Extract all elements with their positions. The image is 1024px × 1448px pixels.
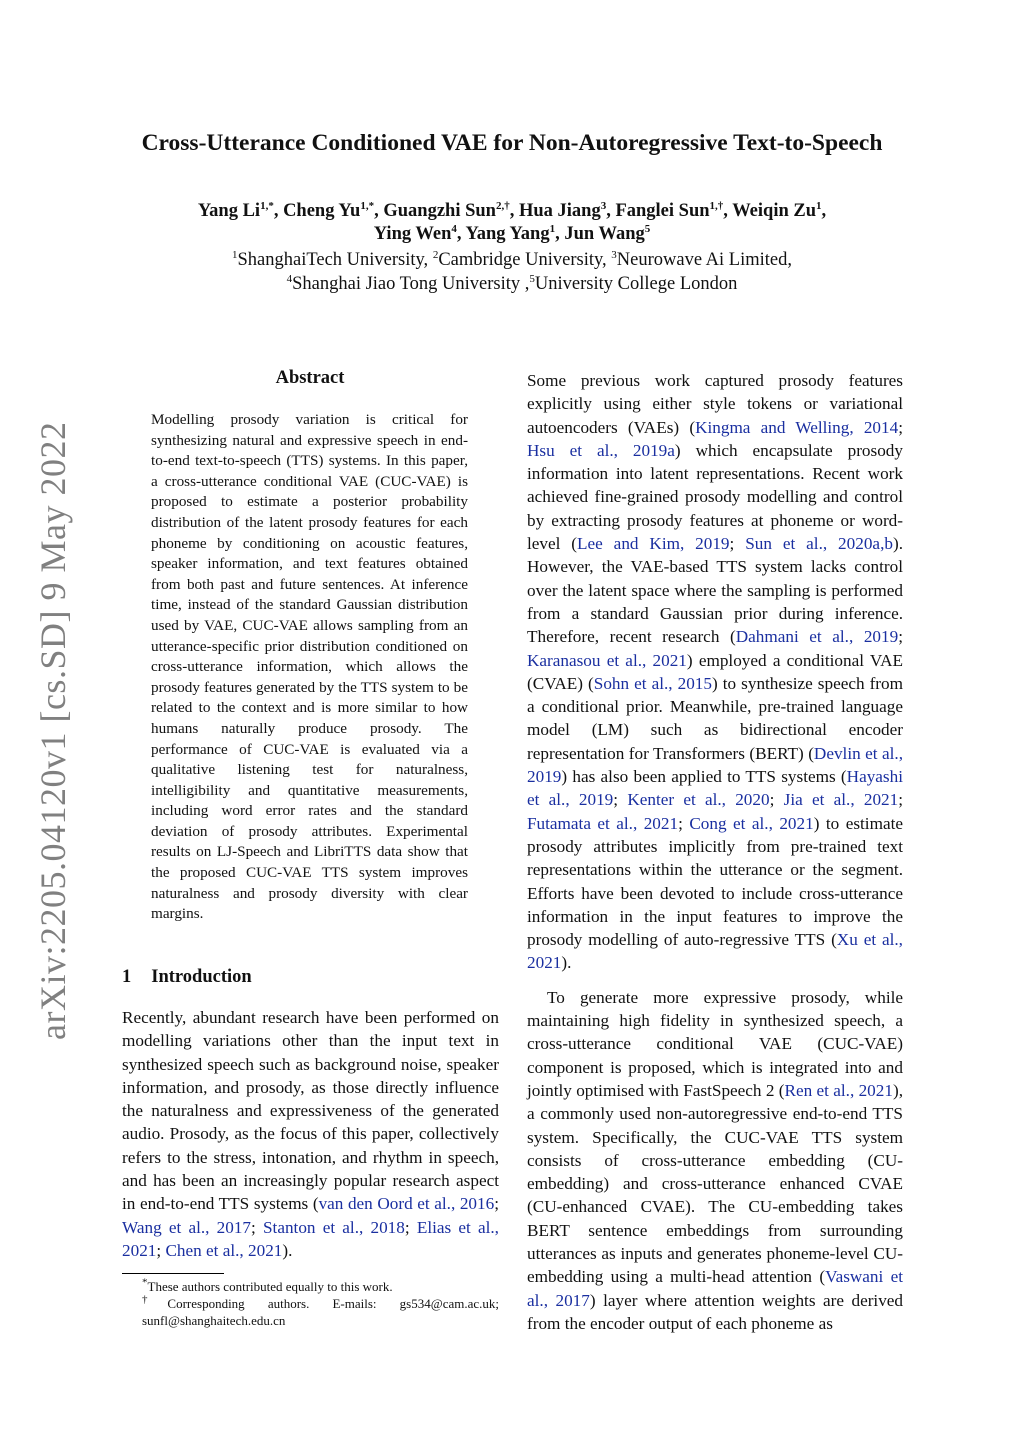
affiliation-marker: 3 [600,199,607,212]
citation-link[interactable]: Stanton et al., 2018 [262,1217,405,1237]
affiliation-name: Shanghai Jiao Tong University , [292,274,530,294]
citation-link[interactable]: Ren et al., 2021 [784,1080,893,1100]
author-line-1: Yang $Li^{1,*}$, Cheng $Yu^{1,*}$, Guangzhi Sun$^{2,\dagger}$, Hua Jiang$^3$, Fanglei Sun$^{1,\dagger}$, Weiqin Zu$^1$, [197,199,827,221]
arxiv-stamp: arXiv:2205.04120v1 [cs.SD] 9 May 2022 [33,421,73,1040]
affiliation-line-1 [0,248,1024,272]
citation-link[interactable]: Hsu et al., 2019a [527,440,675,460]
citation-link[interactable]: Lee and Kim, 2019 [577,534,730,554]
author-name: Weiqin Zu [732,201,817,221]
author-name: Jun Wang [564,224,645,244]
abstract-text: Modelling prosody variation is critical for synthesizing natural and expressive speech in end-to-end text-to-speech (TTS) systems. In this paper, a cross-utterance conditional VAE (CUC-VAE) is proposed to estimate a posterior probability distribution of the latent prosody features for each phoneme by conditioning on acoustic features, speaker information, and text features obtained from both past and future sentences. At inference time, instead of the standard Gaussian distribution used by VAE, CUC-VAE allows sampling from an utterance-specific prior distribution conditioned on cross-utterance information, which allows the prosody features generated by the TTS system to be related to the context and is more similar to how humans naturally produce prosody. The performance of CUC-VAE is evaluated via a qualitative listening test for naturalness, intelligibility and quantitative measurements, including word error rates and the standard deviation of prosody attributes. Experimental results on LJ-Speech and LibriTTS data show that the proposed CUC-VAE TTS system improves naturalness and prosody diversity with clear margins. [151,411,468,923]
affiliation-name: ShanghaiTech University, [237,250,433,270]
citation-link[interactable]: Xu et al., 2021 [527,930,903,973]
author-name: Yang Yang [465,224,550,244]
footnote-mark: † [142,1293,168,1306]
abstract-heading: Abstract [275,368,345,388]
introduction-paragraph: Recently, abundant research have been performed on modelling variations other than the input text in synthesized speech such as background noise, speaker information, and prosody, as those directly influence the naturalness and expressiveness of the generated audio. Prosody, as the focus of this paper, collectively refers to the stress, intonation, and rhythm in speech, and has been an increasingly popular research aspect in end-to-end TTS systems (van den Oord et al., 2016; Wang et al., 2017; Stanton et al., 2018; Elias et al., 2021; Chen et al., 2021). [122,1008,499,1260]
citation-link[interactable]: Kingma and Welling, 2014 [695,417,899,437]
citation-link[interactable]: Devlin et al., 2019 [527,743,903,787]
citation-link[interactable]: van den Oord et al., 2016 [318,1194,495,1214]
affiliation-name: Cambridge University, [438,250,612,270]
right-column [527,369,903,1335]
affiliation-marker: 5 [529,272,535,285]
affiliation-marker: 2 [432,248,439,261]
author-name: Hua Jiang [518,201,601,221]
paper-title: Cross-Utterance Conditioned VAE for Non-Autoregressive Text-to-Speech [141,130,883,156]
citation-link[interactable]: Wang et al., 2017 [122,1217,252,1237]
citation-link[interactable]: Futamata et al., 2021 [527,813,679,833]
footnotes [122,1278,499,1329]
affiliation-name: University College London [534,274,738,294]
affiliation-marker: 4 [451,222,457,235]
author-name: Guangzhi Sun [383,201,496,221]
citation-link[interactable]: Elias et al., 2021 [122,1217,499,1260]
citation-link[interactable]: Kenter et al., 2020 [627,790,770,810]
author-list [0,200,1024,246]
section-title: Introduction [151,967,252,987]
citation-link[interactable]: Hayashi et al., 2019 [527,767,903,810]
affiliation-marker: 1,* [260,199,274,212]
affiliation-marker: 1 [232,248,238,261]
footnote-equal-contribution: *These authors contributed equally to this work. [142,1276,393,1294]
citation-link[interactable]: Karanasou et al., 2021 [527,650,687,670]
author-name: Ying Wen [373,224,452,244]
affiliation-line-2 [0,272,1024,296]
right-column-paragraph-2: To generate more expressive prosody, while maintaining high fidelity in synthesized speech, a cross-utterance conditional VAE (CUC-VAE) component is proposed, which is integrated into and jointly optimised with FastSpeech 2 (Ren et al., 2021), a commonly used non-autoregressive end-to-end TTS system. Specifically, the CUC-VAE TTS system consists of cross-utterance embedding (CU-embedding) and cross-utterance enhanced CVAE (CU-enhanced CVAE). The CU-embedding takes BERT sentence embeddings from surrounding utterances as inputs and generates phoneme-level CU-embedding using a multi-head attention (Vaswani et al., 2017) layer where attention weights are derived from the encoder output of each phoneme as [527,987,904,1333]
footnote-corresponding-authors: †Corresponding authors. E-mails: gs534@cam.ac.uk; sunfl@shanghaitech.edu.cn [142,1293,500,1328]
citation-link[interactable]: Vaswani et al., 2017 [527,1267,903,1310]
affiliation-marker: 4 [286,272,293,285]
author-name: Fanglei Sun [615,201,710,221]
author-line-2: Ying Wen$^4$, Yang Yang$^1$, Jun Wang$^5$ [373,222,651,244]
citation-link[interactable]: Cong et al., 2021 [689,813,814,833]
affiliations [0,248,1024,296]
affiliation-marker: 1,† [709,199,724,212]
footnote-mark: * [142,1276,148,1289]
author-name: Cheng Yu [283,201,361,221]
citation-link[interactable]: Dahmani et al., 2019 [735,627,899,647]
section-heading-introduction [122,967,252,988]
right-column-paragraph-1: Some previous work captured prosody features explicitly using either style tokens or variational autoencoders (VAEs) (Kingma and Welling, 2014; Hsu et al., 2019a) which encapsulate prosody information into latent representations. Recent work achieved fine-grained prosody modelling and control by extracting prosody features at phoneme or word-level (Lee and Kim, 2019; Sun et al., 2020a,b). However, the VAE-based TTS system lacks control over the latent space where the sampling is performed from a standard Gaussian prior during inference. Therefore, recent research (Dahmani et al., 2019; Karanasou et al., 2021) employed a conditional VAE (CVAE) (Sohn et al., 2015) to synthesize speech from a conditional prior. Meanwhile, pre-trained language model (LM) such as bidirectional encoder representation for Transformers (BERT) (Devlin et al., 2019) has also been applied to TTS systems (Hayashi et al., 2019; Kenter et al., 2020; Jia et al., 2021; Futamata et al., 2021; Cong et al., 2021) to estimate prosody attributes implicitly from pre-trained text representations within the utterance or the segment. Efforts have been devoted to include cross-utterance information in the input features to improve the prosody modelling of auto-regressive TTS (Xu et al., 2021). [527,371,904,973]
affiliation-marker: 1 [816,199,822,212]
citation-link[interactable]: Jia et al., 2021 [783,790,899,810]
affiliation-name: Neurowave Ai Limited, [616,250,792,270]
affiliation-marker: 1 [549,222,556,235]
citation-link[interactable]: Chen et al., 2021 [165,1240,283,1260]
affiliation-marker: 1,* [360,199,375,212]
affiliation-marker: 5 [644,222,651,235]
section-number: 1 [122,967,132,987]
citation-link[interactable]: Sun et al., 2020a,b [745,534,893,554]
affiliation-marker: 3 [611,248,617,261]
author-name: Yang Li [197,201,261,221]
footnote-rule [122,1273,224,1274]
citation-link[interactable]: Sohn et al., 2015 [593,673,712,693]
affiliation-marker: 2,† [495,199,510,212]
